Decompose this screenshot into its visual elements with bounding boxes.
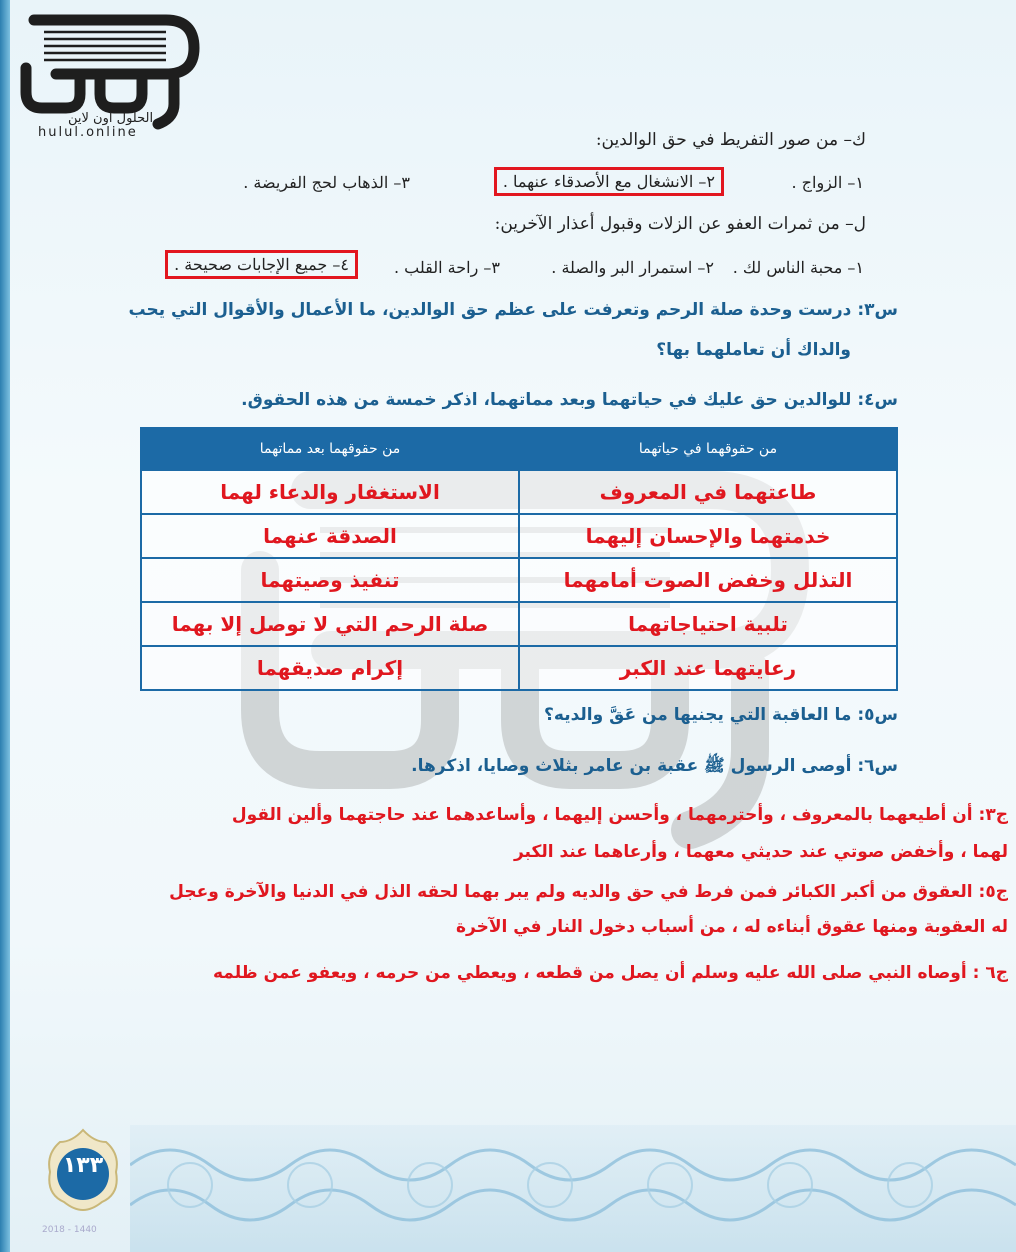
page-number: ١٣٣ xyxy=(62,1153,104,1178)
cell-death: إكرام صديقهما xyxy=(141,646,519,690)
logo-latin-text: hulul.online xyxy=(38,125,138,140)
section-k-option-3: ٣– الذهاب لحج الفريضة . xyxy=(243,173,410,192)
answer-3-line-2: لهما ، وأخفض صوتي عند حديثي معهما ، وأرعاهما عند الكبر xyxy=(513,842,1008,862)
section-l-option-1: ١– محبة الناس لك . xyxy=(732,258,864,277)
table-row xyxy=(141,602,897,646)
section-l-option-4-selected: ٤– جميع الإجابات صحيحة . xyxy=(165,250,358,279)
section-l-title: ل– من ثمرات العفو عن الزلات وقبول أعذار الآخرين: xyxy=(494,214,866,234)
page-left-border xyxy=(0,0,10,1252)
cell-life: خدمتهما والإحسان إليهما xyxy=(519,514,897,558)
question-4: س٤: للوالدين حق عليك في حياتهما وبعد مماتهما، اذكر خمسة من هذه الحقوق. xyxy=(241,390,898,410)
logo-caption xyxy=(38,112,208,140)
section-k-title: ك– من صور التفريط في حق الوالدين: xyxy=(595,130,866,150)
answer-5-line-1: ج٥: العقوق من أكبر الكبائر فمن فرط في حق والديه ولم يبر بهما لحقه الذل في الدنيا والآخرة وعجل xyxy=(169,882,1008,902)
cell-life: التذلل وخفض الصوت أمامهما xyxy=(519,558,897,602)
section-k-option-1: ١– الزواج . xyxy=(791,173,864,192)
column-header-life: من حقوقهما في حياتهما xyxy=(519,428,897,470)
question-3-line-1: س٣: درست وحدة صلة الرحم وتعرفت على عظم حق الوالدين، ما الأعمال والأقوال التي يحب xyxy=(128,300,898,320)
answer-6: ج٦ : أوصاه النبي صلى الله عليه وسلم أن يصل من قطعه ، ويعطي من حرمه ، ويعفو عمن ظلمه xyxy=(213,963,1008,983)
cell-life: طاعتهما في المعروف xyxy=(519,470,897,514)
cell-life: تلبية احتياجاتهما xyxy=(519,602,897,646)
question-3-line-2: والداك أن تعاملهما بها؟ xyxy=(656,340,851,360)
parents-rights-table xyxy=(140,427,898,691)
cell-death: الاستغفار والدعاء لهما xyxy=(141,470,519,514)
cell-death: تنفيذ وصيتهما xyxy=(141,558,519,602)
answer-3-line-1: ج٣: أن أطيعهما بالمعروف ، وأحترمهما ، وأحسن إليهما ، وأساعدهما عند حاجتهما وألين القول xyxy=(231,805,1008,825)
table-row xyxy=(141,646,897,690)
cell-death: صلة الرحم التي لا توصل إلا بهما xyxy=(141,602,519,646)
table-row xyxy=(141,514,897,558)
column-header-death: من حقوقهما بعد مماتهما xyxy=(141,428,519,470)
section-l-option-3: ٣– راحة القلب . xyxy=(394,258,500,277)
question-6: س٦: أوصى الرسول ﷺ عقبة بن عامر بثلاث وصايا، اذكرها. xyxy=(411,756,898,776)
logo-arabic-text: الحلول اون لاين xyxy=(68,111,154,126)
table-row xyxy=(141,470,897,514)
question-5: س٥: ما العاقبة التي يجنيها من عَقَّ والديه؟ xyxy=(544,705,898,725)
decorative-pattern-icon xyxy=(130,1125,1016,1252)
table-row xyxy=(141,558,897,602)
table-header-row xyxy=(141,428,897,470)
answer-5-line-2: له العقوبة ومنها عقوق أبناءه له ، من أسباب دخول النار في الآخرة xyxy=(455,917,1008,937)
section-l-option-2: ٢– استمرار البر والصلة . xyxy=(551,258,714,277)
cell-death: الصدقة عنهما xyxy=(141,514,519,558)
section-k-option-2-selected: ٢– الانشغال مع الأصدقاء عنهما . xyxy=(494,167,724,196)
edition-year: 2018 - 1440 xyxy=(42,1225,97,1235)
cell-life: رعايتهما عند الكبر xyxy=(519,646,897,690)
